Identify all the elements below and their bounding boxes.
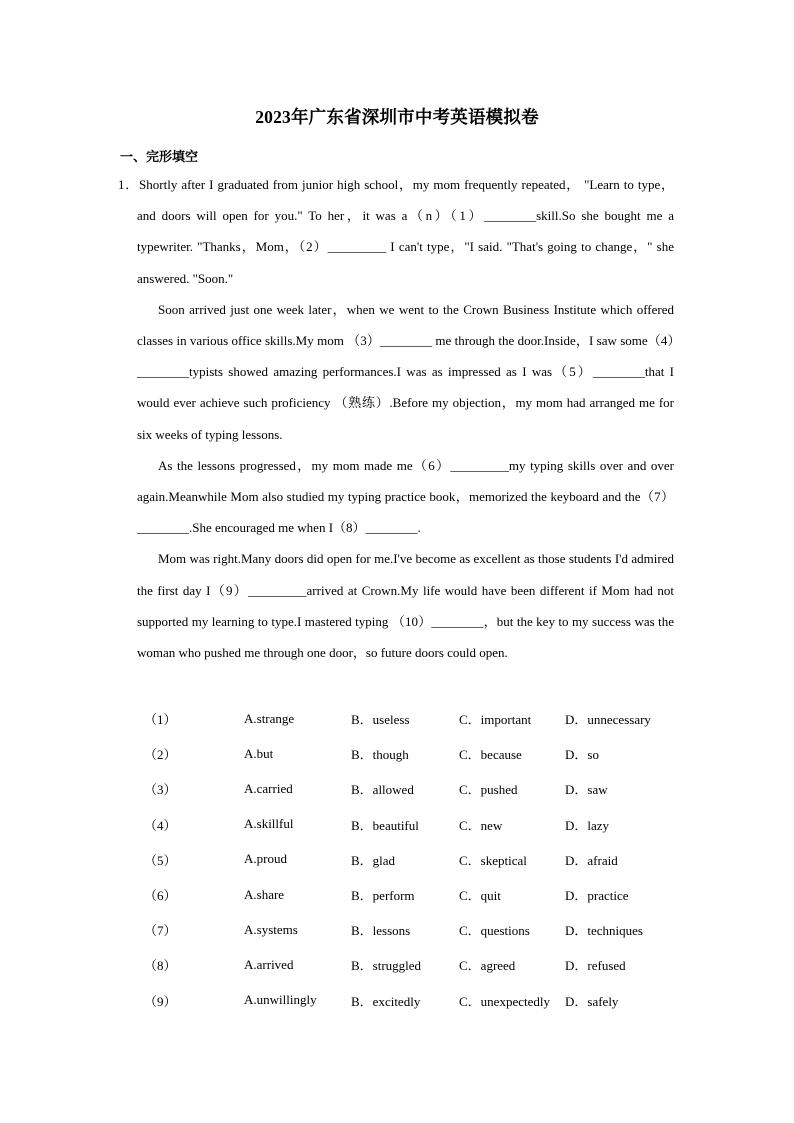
section-heading: 一、完形填空 xyxy=(120,149,199,164)
option-number: （1） xyxy=(144,712,177,728)
option-b: B．lessons xyxy=(351,923,411,939)
option-d: D．saw xyxy=(565,782,608,798)
option-c: C．agreed xyxy=(459,958,516,974)
option-d: D．afraid xyxy=(565,852,618,868)
question-number: 1． xyxy=(118,177,140,192)
option-a: A.carried xyxy=(244,780,293,796)
option-d: D．practice xyxy=(565,888,629,904)
option-row xyxy=(144,807,675,842)
option-c: C．unexpectedly xyxy=(459,993,550,1009)
option-a: A.proud xyxy=(244,851,287,867)
option-a: A.unwillingly xyxy=(244,992,317,1008)
option-d: D．safely xyxy=(565,993,619,1009)
option-row xyxy=(144,983,675,1018)
option-b: B．perform xyxy=(351,888,415,904)
option-b: B．excitedly xyxy=(351,993,421,1009)
option-b: B．useless xyxy=(351,712,410,728)
option-row xyxy=(144,842,675,877)
option-c: C．important xyxy=(459,712,532,728)
option-a: A.arrived xyxy=(244,956,294,972)
option-number: （8） xyxy=(144,958,177,974)
option-a: A.strange xyxy=(244,710,295,726)
option-d: D．lazy xyxy=(565,817,610,833)
option-c: C．skeptical xyxy=(459,852,527,868)
option-number: （6） xyxy=(144,888,177,904)
option-number: （4） xyxy=(144,817,177,833)
option-b: B．beautiful xyxy=(351,817,419,833)
question-passage xyxy=(118,169,674,668)
options-table xyxy=(144,701,675,1018)
option-c: C．because xyxy=(459,747,522,763)
option-a: A.share xyxy=(244,886,285,902)
option-a: A.but xyxy=(244,745,274,761)
option-d: D．unnecessary xyxy=(565,712,651,728)
option-c: C．pushed xyxy=(459,782,518,798)
option-number: （9） xyxy=(144,993,177,1009)
passage-paragraph-1 xyxy=(118,169,674,294)
option-row xyxy=(144,701,675,736)
option-d: D．techniques xyxy=(565,923,643,939)
option-c: C．new xyxy=(459,817,503,833)
passage-paragraph-3: As the lessons progressed，my mom made me（6）_________my typing skills over and over again.Meanwhile Mom also studied my typing practice book，memorized the keyboard and the（7）________.She encouraged me when I（8）________. xyxy=(137,457,674,536)
paragraph-text: Shortly after I graduated from junior high school，my mom frequently repeated， "Learn to type，and doors will open for you." To her，it was a（n）（1）________skill.So she bought me a typewriter. "Thanks，Mom，（2）_________ I can't type，"I said. "That's going to change，" she answered. "Soon." xyxy=(137,177,674,286)
page-title: 2023年广东省深圳市中考英语模拟卷 xyxy=(255,107,539,127)
option-number: （2） xyxy=(144,747,177,763)
option-a: A.skillful xyxy=(244,816,294,832)
option-row xyxy=(144,877,675,912)
option-row xyxy=(144,736,675,771)
option-b: B．struggled xyxy=(351,958,422,974)
option-c: C．quit xyxy=(459,888,501,904)
option-row xyxy=(144,912,675,947)
option-number: （5） xyxy=(144,852,177,868)
option-a: A.systems xyxy=(244,921,298,937)
passage-paragraph-2: Soon arrived just one week later，when we went to the Crown Business Institute which offered classes in various office skills.My mom （3）________ me through the door.Inside，I saw some（4）________typists showed amazing performances.I was as impressed as I was（5）________that I would ever achieve such proficiency （熟练）.Before my objection，my mom had arranged me for six weeks of typing lessons. xyxy=(137,301,674,442)
option-row xyxy=(144,771,675,806)
option-b: B．though xyxy=(351,747,409,763)
option-number: （7） xyxy=(144,923,177,939)
option-d: D．refused xyxy=(565,958,626,974)
option-number: （3） xyxy=(144,782,177,798)
option-b: B．allowed xyxy=(351,782,414,798)
option-c: C．questions xyxy=(459,923,530,939)
passage-paragraph-4: Mom was right.Many doors did open for me.I've become as excellent as those students I'd admired the first day I（9）_________arrived at Crown.My life would have been different if Mom had not supported my learning to type.I mastered typing （10）________，but the key to my success was the woman who pushed me through one door，so future doors could open. xyxy=(137,551,674,661)
option-d: D．so xyxy=(565,747,599,763)
option-b: B．glad xyxy=(351,852,396,868)
option-row xyxy=(144,947,675,982)
